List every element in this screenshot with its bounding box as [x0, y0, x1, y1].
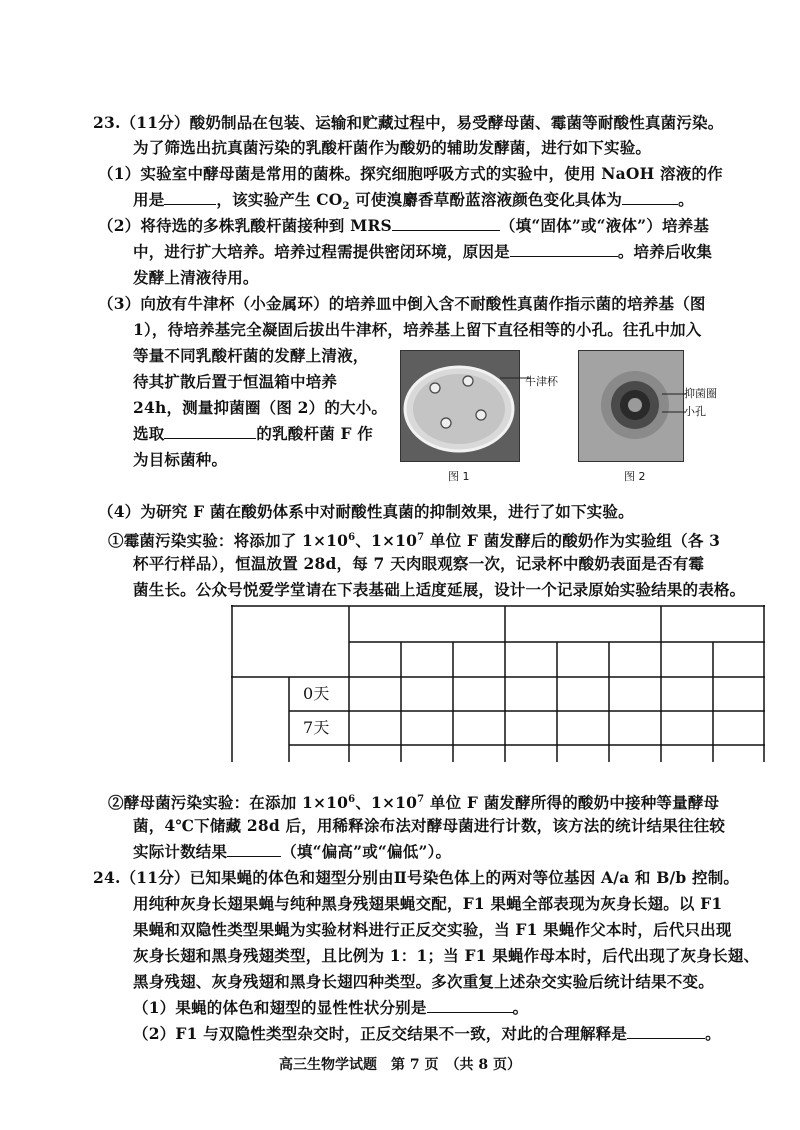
text: 中，进行扩大培养。培养过程需提供密闭环境，原因是 [133, 242, 510, 261]
table-row-day-7: 7天 [303, 718, 330, 737]
text: ，该实验产生 CO [216, 190, 343, 209]
q23-part4-1-line-3: 菌生长。公众号悦爱学堂请在下表基础上适度延展，设计一个记录原始实验结果的表格。 [133, 580, 746, 599]
q23-part2-line-2 [133, 242, 712, 262]
figure-2-label-inhibition-zone: 抑菌圈 [684, 387, 717, 400]
text: 。 [705, 1024, 721, 1043]
answer-blank[interactable] [227, 842, 281, 857]
text: 的乳酸杆菌 F 作 [256, 424, 374, 443]
figure-1-label-oxford-cup: 牛津杯 [525, 375, 558, 388]
q23-part4-2-line-1 [108, 790, 719, 813]
subscript: 2 [342, 201, 350, 213]
text: （2）F1 与双隐性类型杂交时，正反交结果不一致，对此的合理解释是 [133, 1024, 628, 1043]
q23-part3-line-7: 为目标菌种。 [133, 450, 228, 469]
superscript: 6 [348, 794, 356, 805]
text: 、1×10 [355, 793, 418, 813]
text: ②酵母菌污染实验：在添加 1×10 [108, 793, 349, 813]
answer-blank[interactable] [392, 216, 500, 231]
superscript: 7 [417, 794, 425, 805]
figure-1-petri-dish-photo [400, 350, 520, 462]
q24-part1 [133, 998, 528, 1018]
text: ①霉菌污染实验：将添加了 1×10 [108, 531, 349, 551]
answer-blank[interactable] [164, 190, 216, 205]
page-footer: 高三生物学试题 第 7 页 （共 8 页） [279, 1057, 521, 1073]
q23-part1-line-2 [133, 190, 694, 217]
answer-blank[interactable] [164, 424, 256, 439]
q23-line-1: 23.（11分）酸奶制品在包装、运输和贮藏过程中，易受酵母菌、霉菌等耐酸性真菌污染。 [93, 113, 724, 132]
text: （1）果蝇的体色和翅型的显性性状分别是 [133, 998, 427, 1017]
figure-2-pointer-lines [662, 384, 686, 424]
answer-blank[interactable] [427, 998, 513, 1013]
q23-part1-line-1: （1）实验室中酵母菌是常用的菌株。探究细胞呼吸方式的实验中，使用 NaOH 溶液的作 [98, 164, 723, 183]
q24-line-3: 果蝇和双隐性类型果蝇为实验材料进行正反交实验，当 F1 果蝇作父本时，后代只出现 [133, 920, 732, 939]
q24-part2 [133, 1024, 721, 1044]
q23-part3-line-4: 待其扩散后置于恒温箱中培养 [133, 372, 338, 391]
figure-2-caption: 图 2 [624, 470, 646, 483]
table-row-day-0: 0天 [303, 684, 330, 703]
text: （填“固体”或“液体”）培养基 [499, 216, 710, 235]
q23-part4-2-line-3 [133, 842, 451, 862]
q23-part2-line-3: 发酵上清液待用。 [133, 268, 259, 287]
answer-blank[interactable] [627, 1024, 705, 1039]
q23-line-2: 为了筛选出抗真菌污染的乳酸杆菌作为酸奶的辅助发酵菌，进行如下实验。 [133, 138, 652, 157]
answer-blank[interactable] [622, 190, 678, 205]
text: 、1×10 [355, 531, 418, 551]
superscript: 7 [417, 532, 425, 543]
q23-part3-line-5: 24h，测量抑菌圈（图 2）的大小。 [133, 398, 388, 417]
text: 。 [512, 998, 529, 1017]
text: 。 [678, 190, 694, 209]
petri-dish-image [401, 351, 519, 461]
superscript: 6 [348, 532, 356, 543]
q23-part3-line-2: 1），待培养基完全凝固后拔出牛津杯，培养基上留下直径相等的小孔。往孔中加入 [133, 320, 702, 339]
q23-part3-line-1: （3）向放有牛津杯（小金属环）的培养皿中倒入含不耐酸性真菌作指示菌的培养基（图 [98, 294, 706, 313]
text: 可使溴麝香草酚蓝溶液颜色变化具体为 [349, 190, 623, 209]
text: 单位 F 菌发酵后的酸奶作为实验组（各 3 [424, 531, 721, 551]
q23-part2-line-1 [98, 216, 709, 236]
q24-line-1: 24.（11分）已知果蝇的体色和翅型分别由Ⅱ号染色体上的两对等位基因 A/a 和 B/b 控制。 [93, 868, 740, 887]
q23-part4-intro: （4）为研究 F 菌在酸奶体系中对耐酸性真菌的抑制效果，进行了如下实验。 [98, 502, 634, 521]
figure-2-label-small-hole: 小孔 [684, 405, 706, 418]
q23-part3-line-3: 等量不同乳酸杆菌的发酵上清液， [133, 346, 369, 365]
text: （填“偏高”或“偏低”）。 [281, 842, 452, 861]
q24-line-5: 黑身残翅、灰身残翅和黑身长翅四种类型。多次重复上述杂交实验后统计结果不变。 [133, 972, 714, 991]
text: 选取 [133, 424, 165, 443]
q23-part4-2-line-2: 菌，4℃下储藏 28d 后，用稀释涂布法对酵母菌进行计数，该方法的统计结果往往较 [133, 816, 726, 835]
q23-part4-1-line-2: 杯平行样品），恒温放置 28d，每 7 天肉眼观察一次，记录杯中酸奶表面是否有霉 [133, 554, 705, 573]
text: 用是 [133, 190, 165, 209]
text: （2）将待选的多株乳酸杆菌接种到 MRS [98, 216, 392, 235]
figure-1-caption: 图 1 [448, 470, 470, 483]
text: 单位 F 菌发酵所得的酸奶中接种等量酵母 [424, 793, 720, 813]
q23-part4-1-line-1 [108, 528, 720, 551]
answer-blank[interactable] [510, 242, 618, 257]
text: 。培养后收集 [617, 242, 713, 261]
q23-part3-line-6 [133, 424, 373, 444]
q24-line-4: 灰身长翅和黑身残翅类型，且比例为 1：1；当 F1 果蝇作母本时，后代出现了灰身长翅、 [133, 946, 760, 965]
text: 实际计数结果 [133, 842, 228, 861]
q24-line-2: 用纯种灰身长翅果蝇与纯种黑身残翅果蝇交配，F1 果蝇全部表现为灰身长翅。以 F1 [133, 894, 723, 913]
